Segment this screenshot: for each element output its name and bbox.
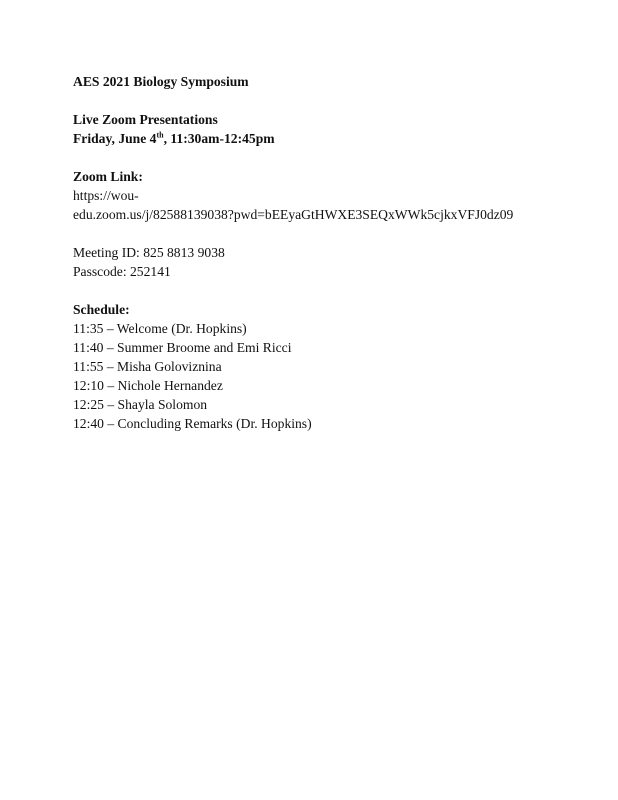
schedule-item: 11:40 – Summer Broome and Emi Ricci xyxy=(73,340,292,355)
zoom-link-part2[interactable]: edu.zoom.us/j/82588139038?pwd=bEEyaGtHWXE3SEQxWWk5cjkxVFJ0dz09 xyxy=(73,207,514,222)
zoom-link-part1[interactable]: https://wou- xyxy=(73,188,139,203)
document-page xyxy=(73,72,593,433)
spacer xyxy=(73,91,593,110)
meeting-id: Meeting ID: 825 8813 9038 xyxy=(73,245,225,260)
spacer xyxy=(73,148,593,167)
date-prefix: Friday, June 4 xyxy=(73,131,157,146)
schedule-label: Schedule: xyxy=(73,302,130,317)
schedule-item: 12:25 – Shayla Solomon xyxy=(73,397,208,412)
schedule-item: 11:35 – Welcome (Dr. Hopkins) xyxy=(73,321,247,336)
presentations-heading: Live Zoom Presentations xyxy=(73,112,218,127)
zoom-link-label: Zoom Link: xyxy=(73,169,143,184)
schedule-item: 12:40 – Concluding Remarks (Dr. Hopkins) xyxy=(73,416,312,431)
passcode: Passcode: 252141 xyxy=(73,264,171,279)
document-title: AES 2021 Biology Symposium xyxy=(73,74,249,89)
date-rest: , 11:30am-12:45pm xyxy=(163,131,275,146)
spacer xyxy=(73,224,593,243)
event-date xyxy=(73,129,593,148)
schedule-item: 12:10 – Nichole Hernandez xyxy=(73,378,223,393)
schedule-item: 11:55 – Misha Goloviznina xyxy=(73,359,222,374)
spacer xyxy=(73,281,593,300)
date-suffix: th xyxy=(156,130,164,140)
